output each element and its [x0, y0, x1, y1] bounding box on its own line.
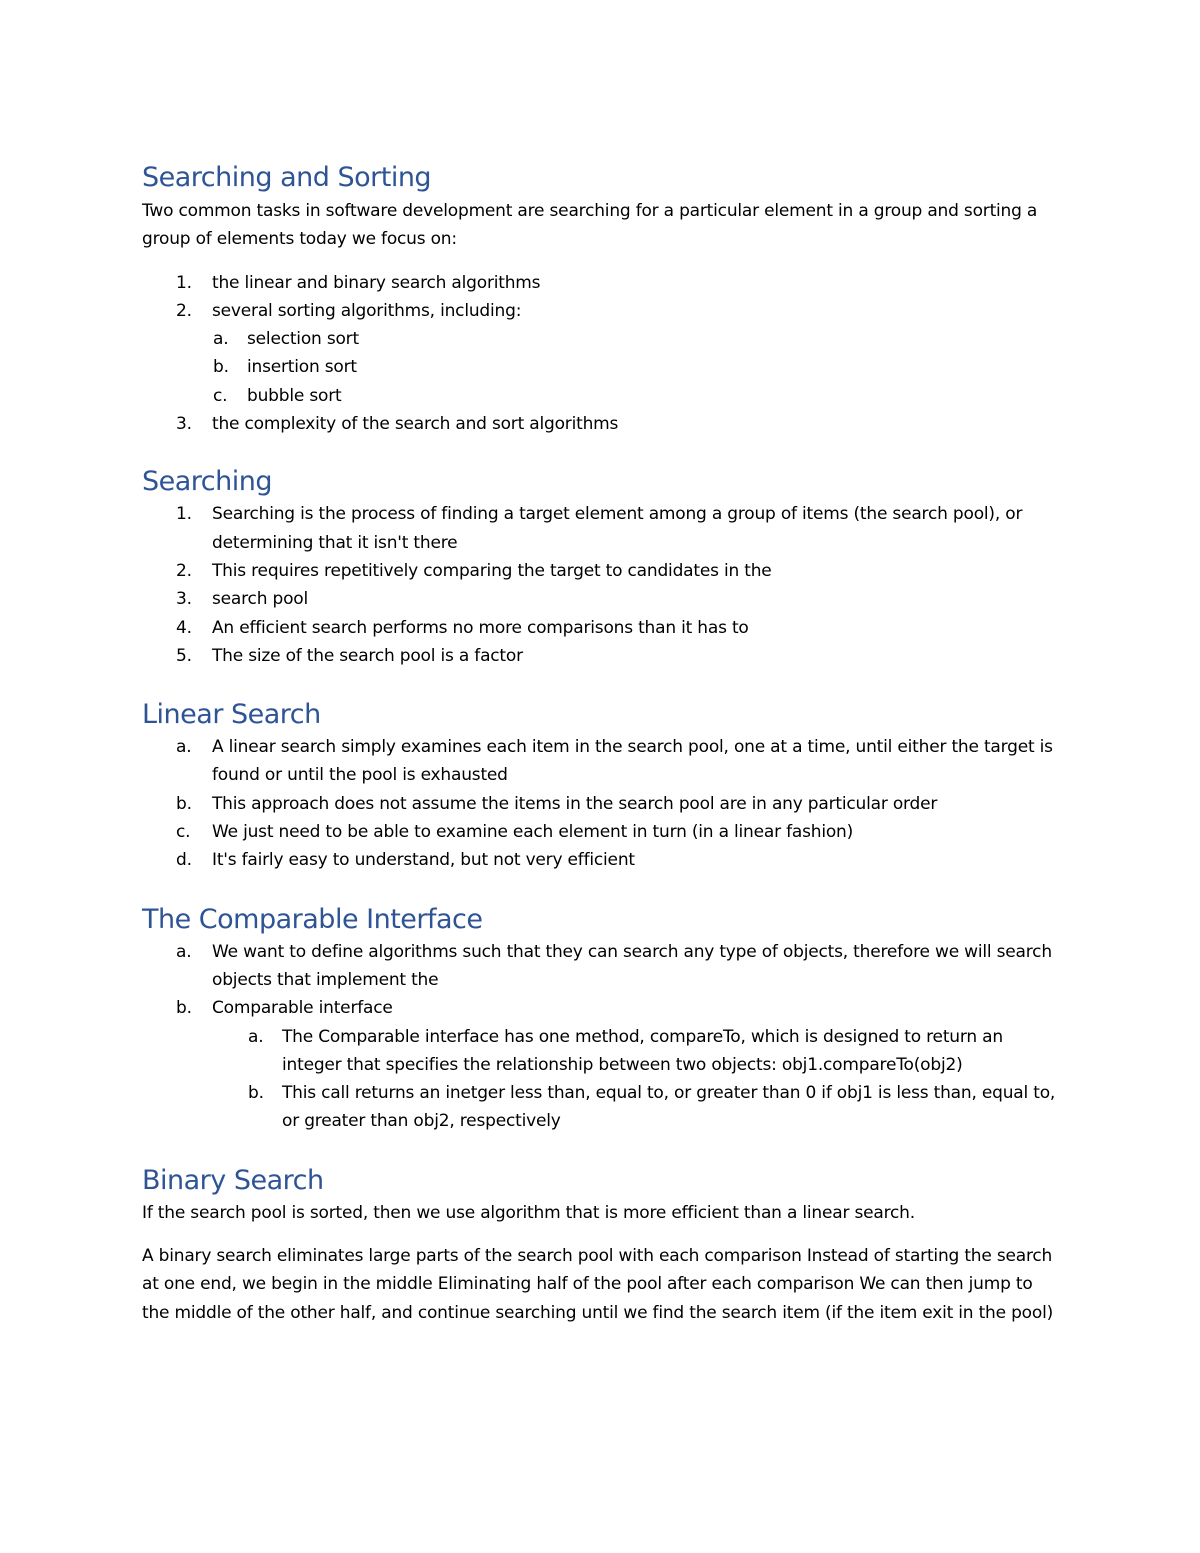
list-marker: b. [213, 357, 229, 378]
list-item-text: the complexity of the search and sort algorithms [212, 414, 619, 435]
section-linear-search [142, 697, 1062, 874]
document-content [142, 160, 1062, 1327]
heading-comparable-interface: The Comparable Interface [142, 903, 483, 935]
list-item-text: several sorting algorithms, including: [212, 300, 522, 321]
section-comparable-interface [142, 902, 1062, 1136]
topics-list-continued [142, 410, 1062, 438]
heading-binary-search: Binary Search [142, 1164, 324, 1196]
intro-paragraph: Two common tasks in software development are searching for a particular element in a group and sorting a group of elements today we focus on: [142, 201, 1038, 250]
list-item-text: We just need to be able to examine each element in turn (in a linear fashion) [212, 822, 854, 843]
list-item-text: A linear search simply examines each item in the search pool, one at a time, until either the target is found or until the pool is exhausted [212, 737, 1053, 786]
list-item-text: insertion sort [247, 357, 357, 378]
list-marker: 1. [176, 504, 192, 525]
list-item [142, 818, 1062, 846]
list-item [142, 733, 1062, 790]
list-item-text: It's fairly easy to understand, but not very efficient [212, 850, 635, 871]
section-searching-and-sorting [142, 160, 1062, 438]
searching-list [142, 500, 1062, 670]
list-marker: c. [176, 822, 191, 843]
list-marker: 4. [176, 617, 192, 638]
list-item [142, 614, 1062, 642]
binary-search-paragraph-1: If the search pool is sorted, then we use algorithm that is more efficient than a linear search. [142, 1202, 915, 1223]
list-marker: b. [176, 998, 192, 1019]
list-marker: b. [248, 1083, 264, 1104]
list-marker: a. [176, 737, 192, 758]
list-item-text: This requires repetitively comparing the target to candidates in the [212, 560, 772, 581]
section-binary-search [142, 1163, 1062, 1327]
list-item-text: bubble sort [247, 385, 342, 406]
sorting-algorithms-sublist [142, 325, 1062, 410]
list-item [142, 557, 1062, 585]
list-item [142, 790, 1062, 818]
list-item-text: selection sort [247, 329, 359, 350]
list-item-text: The Comparable interface has one method, compareTo, which is designed to return an integer that specifies the relationship between two objects: obj1.compareTo(obj2) [282, 1026, 1003, 1075]
list-marker: 5. [176, 645, 192, 666]
topics-list [142, 269, 1062, 326]
heading-linear-search: Linear Search [142, 699, 321, 731]
list-item-text: This approach does not assume the items in the search pool are in any particular order [212, 793, 938, 814]
heading-searching-and-sorting: Searching and Sorting [142, 162, 432, 193]
list-marker: a. [176, 941, 192, 962]
list-marker: c. [213, 385, 228, 406]
list-item [142, 1079, 1062, 1136]
list-item-text: Searching is the process of finding a target element among a group of items (the search pool), or determining that it isn't there [212, 504, 1023, 553]
list-marker: 3. [176, 589, 192, 610]
list-item-text: the linear and binary search algorithms [212, 272, 541, 293]
list-item [142, 410, 1062, 438]
list-item-text: The size of the search pool is a factor [212, 645, 523, 666]
list-item [142, 994, 1062, 1022]
list-marker: a. [213, 329, 229, 350]
list-marker: d. [176, 850, 192, 871]
list-item [142, 325, 1062, 353]
list-item-text: An efficient search performs no more comparisons than it has to [212, 617, 749, 638]
list-item [142, 642, 1062, 670]
list-item [142, 353, 1062, 381]
list-marker: 2. [176, 560, 192, 581]
comparable-list [142, 938, 1062, 1023]
list-item-text: search pool [212, 589, 308, 610]
list-item [142, 382, 1062, 410]
linear-search-list [142, 733, 1062, 874]
list-item [142, 297, 1062, 325]
list-item [142, 938, 1062, 995]
list-marker: 3. [176, 414, 192, 435]
list-marker: 1. [176, 272, 192, 293]
list-item [142, 585, 1062, 613]
comparable-sublist [142, 1023, 1062, 1136]
list-marker: b. [176, 793, 192, 814]
list-marker: a. [248, 1026, 264, 1047]
list-item [142, 500, 1062, 557]
list-item-text: We want to define algorithms such that they can search any type of objects, therefore we will search objects that implement the [212, 941, 1052, 990]
list-item [142, 269, 1062, 297]
section-searching [142, 464, 1062, 670]
list-item [142, 846, 1062, 874]
binary-search-paragraph-2: A binary search eliminates large parts of the search pool with each comparison Instead of starting the search at one end, we begin in the middle Eliminating half of the pool after each comparison We can then jump to the middle of the other half, and continue searching until we find the search item (if the item exit in the pool) [142, 1246, 1054, 1323]
list-marker: 2. [176, 300, 192, 321]
heading-searching: Searching [142, 466, 273, 498]
list-item-text: This call returns an inetger less than, equal to, or greater than 0 if obj1 is less than, equal to, or greater than obj2, respectively [282, 1083, 1056, 1132]
list-item-text: Comparable interface [212, 998, 393, 1019]
list-item [142, 1023, 1062, 1080]
